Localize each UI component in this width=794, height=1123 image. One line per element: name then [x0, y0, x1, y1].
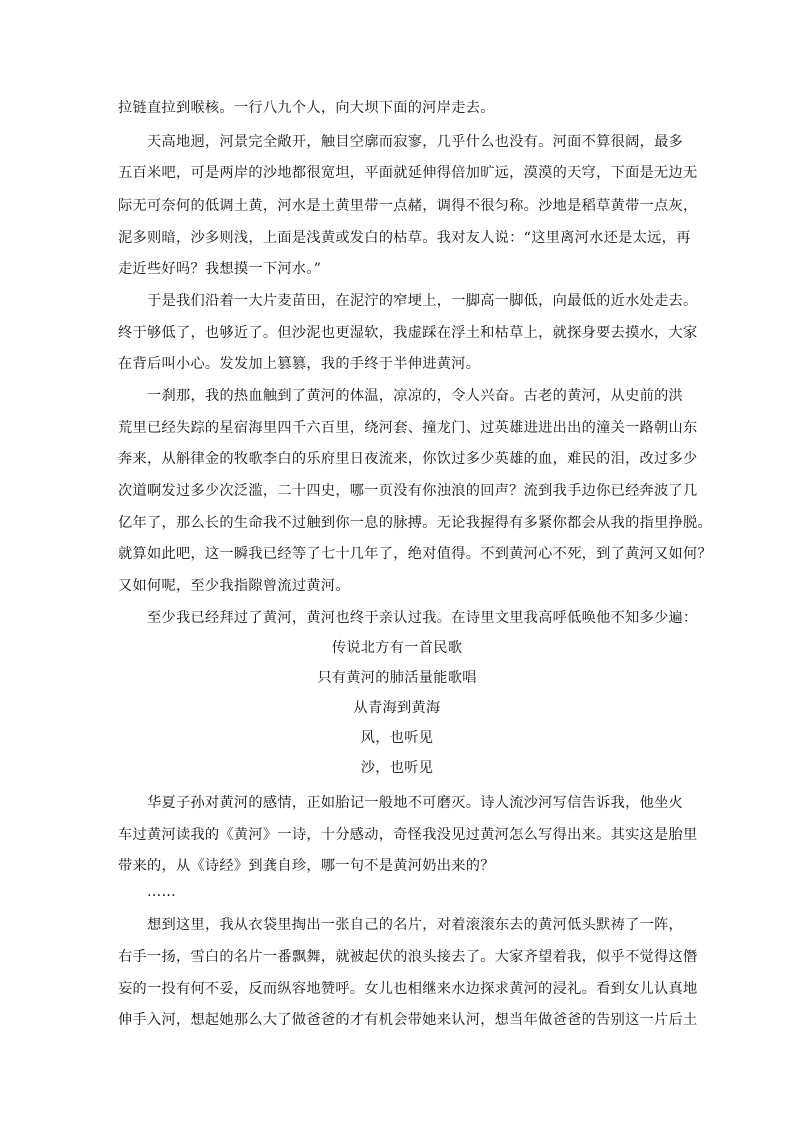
text-line: 妄的一投有何不妥，反而纵容地赞呼。女儿也相继来水边探求黄河的浸礼。看到女儿认真地	[118, 981, 698, 997]
paragraph-first-line: 华夏子孙对黄河的感情，正如胎记一般地不可磨灭。诗人流沙河写信告诉我，他坐火	[147, 795, 684, 811]
poem-line: 风，也听见	[360, 730, 434, 746]
text-line: 在背后叫小心。发发加上篡篡，我的手终于半伸进黄河。	[118, 356, 481, 372]
text-line: 就算如此吧，这一瞬我已经等了七十几年了，绝对值得。不到黄河心不死，到了黄河又如何？	[118, 546, 712, 562]
text-line: 带来的，从《诗经》到龚自珍，哪一句不是黄河奶出来的？	[118, 858, 495, 874]
paragraph-first-line: 至少我已经拜过了黄河，黄河也终于亲认过我。在诗里文里我高呼低唤他不知多少遍：	[147, 610, 698, 626]
text-line: 走近些好吗？我想摸一下河水。”	[118, 261, 322, 277]
ellipsis: ……	[147, 884, 176, 900]
text-line: 次道啊发过多少次泛滥，二十四史，哪一页没有你浊浪的回声？流到我手边你已经奔波了几	[118, 483, 698, 499]
text-line: 右手一扬，雪白的名片一番飘舞，就被起伏的浪头接去了。大家齐望着我，似乎不觉得这僭	[118, 949, 698, 965]
poem-line: 传说北方有一首民歌	[331, 640, 463, 656]
text-line: 终于够低了，也够近了。但沙泥也更湿软，我虚踩在浮土和枯草上，就探身要去摸水，大家	[118, 325, 698, 341]
text-line: 车过黄河读我的《黄河》一诗，十分感动，奇怪我没见过黄河怎么写得出来。其实这是胎里	[118, 827, 698, 843]
paragraph-first-line: 一刹那，我的热血触到了黄河的体温，凉凉的，令人兴奋。古老的黄河，从史前的洪	[147, 388, 684, 404]
text-line: 亿年了，那么长的生命我不过触到你一息的脉搏。无论我握得有多紧你都会从我的指里挣脱。	[118, 515, 712, 531]
paragraph-first-line: 于是我们沿着一大片麦苗田，在泥泞的窄埂上，一脚高一脚低，向最低的近水处走去。	[147, 293, 698, 309]
text-line: 又如何呢，至少我指隙曾流过黄河。	[118, 578, 350, 594]
text-line: 伸手入河，想起她那么大了做爸爸的才有机会带她来认河，想当年做爸爸的告别这一片后土	[118, 1012, 698, 1028]
text-line: 际无可奈何的低调土黄，河水是土黄里带一点赭，调得不很匀称。沙地是稻草黄带一点灰，	[118, 198, 698, 214]
paragraph-first-line: 天高地迥，河景完全敞开，触目空廓而寂寥，几乎什么也没有。河面不算很阔，最多	[147, 134, 684, 150]
text-line: 拉链直拉到喉核。一行八九个人，向大坝下面的河岸走去。	[118, 100, 495, 116]
text-line: 奔来，从斛律金的牧歌李白的乐府里日夜流来，你饮过多少英雄的血，难民的泪，改过多少	[118, 451, 698, 467]
poem-line: 只有黄河的肺活量能歌唱	[317, 670, 477, 686]
text-line: 荒里已经失踪的星宿海里四千六百里，绕河套、撞龙门、过英雄进进出出的潼关一路朝山东	[118, 420, 698, 436]
poem-line: 从青海到黄海	[353, 700, 441, 716]
poem-line: 沙，也听见	[360, 760, 434, 776]
text-line: 五百米吧，可是两岸的沙地都很宽坦，平面就延伸得倍加旷远，漠漠的天穹，下面是无边无	[118, 165, 698, 181]
text-line: 泥多则暗，沙多则浅，上面是浅黄或发白的枯草。我对友人说：“这里离河水还是太远，再	[118, 230, 691, 246]
paragraph-first-line: 想到这里，我从衣袋里掏出一张自己的名片，对着滚滚东去的黄河低头默祷了一阵，	[147, 917, 684, 933]
